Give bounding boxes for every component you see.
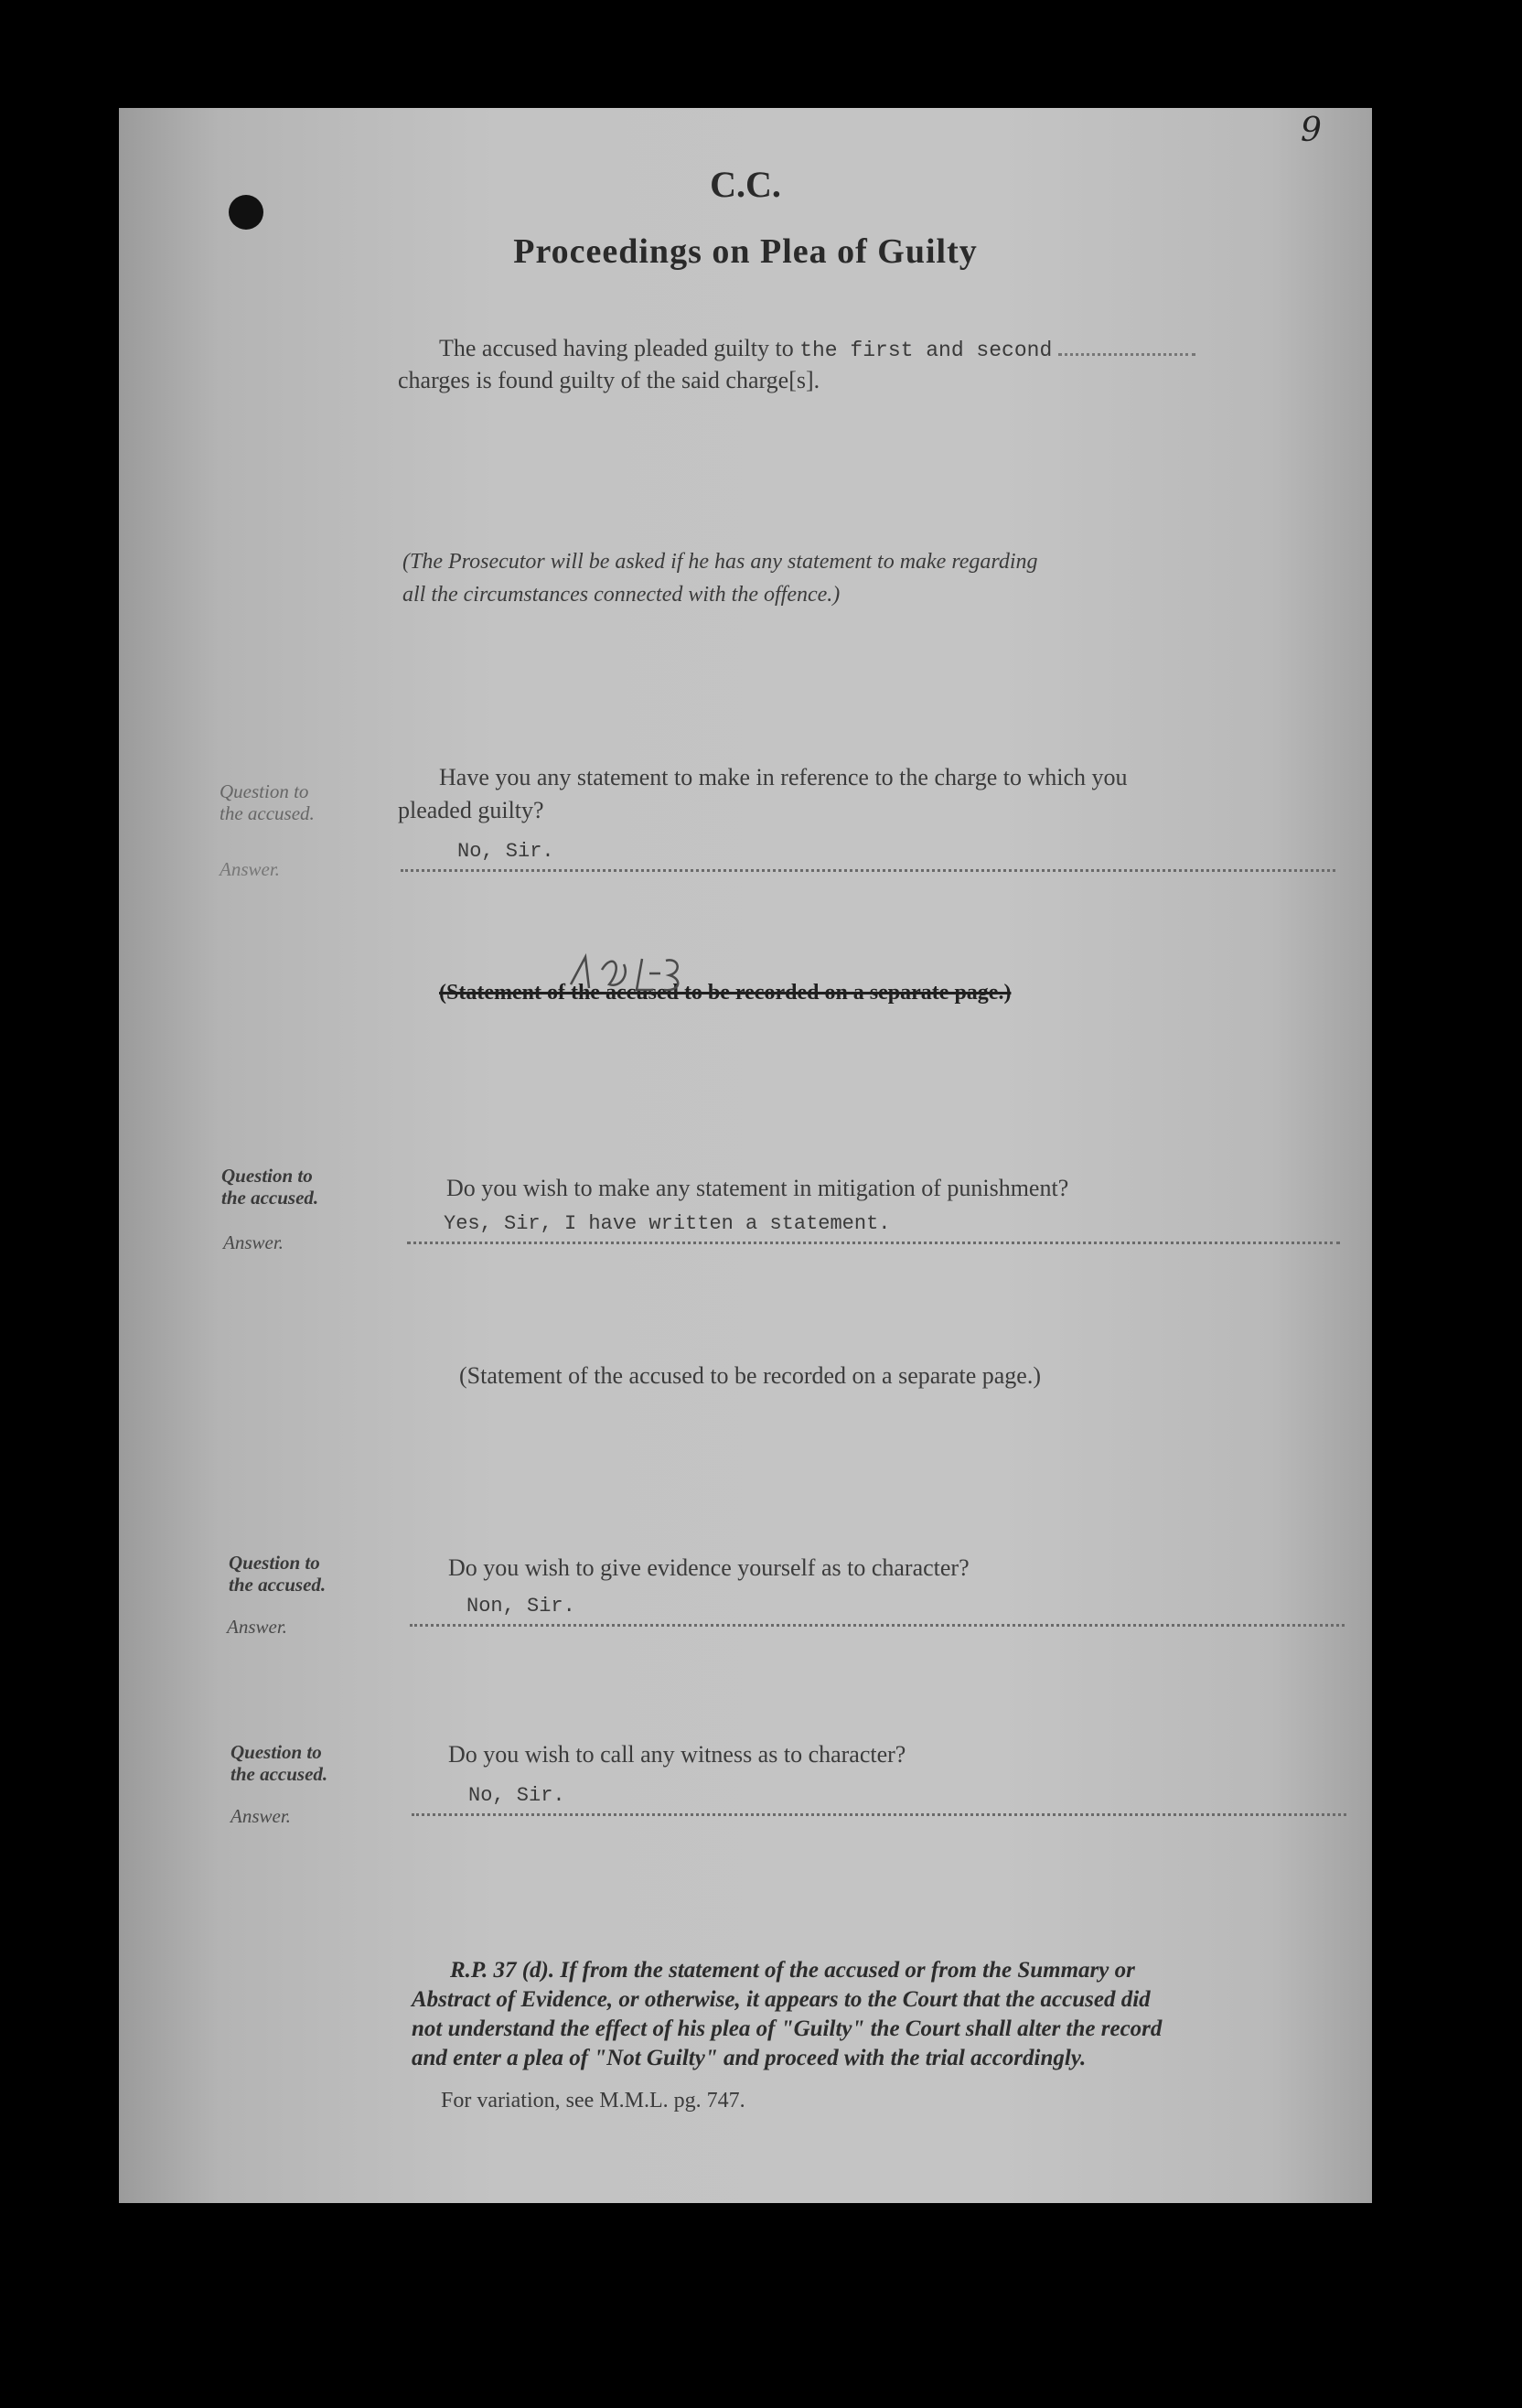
rp-note-line-3: not understand the effect of his plea of "Guilty" the Court shall alter the record	[412, 2016, 1163, 2041]
page-number: 9	[1301, 112, 1322, 149]
page-title: Proceedings on Plea of Guilty	[513, 232, 978, 271]
variation-note: For variation, see M.M.L. pg. 747.	[441, 2089, 745, 2112]
rp-note-line-1: R.P. 37 (d). If from the statement of the accused or from the Summary or	[450, 1958, 1135, 1983]
struck-statement-note: (Statement of the accused to be recorded on a separate page.)	[439, 981, 1012, 1005]
plea-fill: the first and second	[799, 339, 1053, 362]
q1-label	[220, 780, 315, 824]
q2-label	[221, 1165, 318, 1209]
q4-text: Do you wish to call any witness as to character?	[448, 1741, 906, 1768]
plea-line-2: charges is found guilty of the said charge[s].	[398, 367, 820, 393]
q1-answer-field	[401, 840, 1335, 872]
q2-answer: Yes, Sir, I have written a statement.	[444, 1212, 891, 1235]
q2-answer-label: Answer.	[223, 1231, 284, 1253]
q4-label	[230, 1741, 327, 1785]
prosecutor-note	[402, 545, 1038, 611]
q3-label-accused: the accused.	[229, 1574, 327, 1596]
prosecutor-note-line-2: all the circumstances connected with the offence.)	[402, 583, 841, 607]
rp-note-line-2: Abstract of Evidence, or otherwise, it appears to the Court that the accused did	[412, 1987, 1151, 2012]
plea-line-1	[439, 332, 1372, 367]
q4-answer-label: Answer.	[230, 1805, 291, 1827]
document-page	[119, 108, 1372, 2203]
q1-label-accused: the accused.	[220, 802, 315, 824]
plea-prefix: The accused having pleaded guilty to	[439, 335, 794, 361]
q4-label-accused: the accused.	[230, 1763, 328, 1785]
q4-label-question: Question to	[230, 1741, 322, 1763]
prosecutor-note-line-1: (The Prosecutor will be asked if he has any statement to make regarding	[402, 550, 1038, 574]
q2-label-accused: the accused.	[221, 1187, 319, 1209]
handwritten-scribble	[565, 948, 712, 1003]
q1-label-question: Question to	[220, 780, 309, 802]
q4-answer: No, Sir.	[468, 1784, 565, 1807]
q3-answer: Non, Sir.	[466, 1595, 575, 1618]
q1-answer: No, Sir.	[457, 840, 554, 863]
q1-answer-label: Answer.	[220, 858, 280, 880]
statement-note: (Statement of the accused to be recorded on a separate page.)	[459, 1362, 1041, 1389]
q2-label-question: Question to	[221, 1165, 313, 1187]
rp-note	[412, 1956, 1363, 2073]
q4-answer-field	[412, 1784, 1346, 1816]
form-code: C.C.	[710, 164, 781, 205]
q3-label	[229, 1552, 326, 1596]
q3-answer-label: Answer.	[227, 1616, 287, 1638]
q3-answer-field	[410, 1595, 1345, 1627]
q3-text: Do you wish to give evidence yourself as to character?	[448, 1554, 970, 1581]
q1-line-2: pleaded guilty?	[398, 797, 544, 823]
q2-answer-field	[407, 1212, 1340, 1244]
rp-note-line-4: and enter a plea of "Not Guilty" and proceed with the trial accordingly.	[412, 2046, 1087, 2070]
q1-line-1: Have you any statement to make in reference to the charge to which you	[439, 764, 1128, 790]
q1-text	[398, 761, 1335, 827]
q2-text: Do you wish to make any statement in mitigation of punishment?	[446, 1175, 1069, 1201]
q3-label-question: Question to	[229, 1552, 320, 1574]
